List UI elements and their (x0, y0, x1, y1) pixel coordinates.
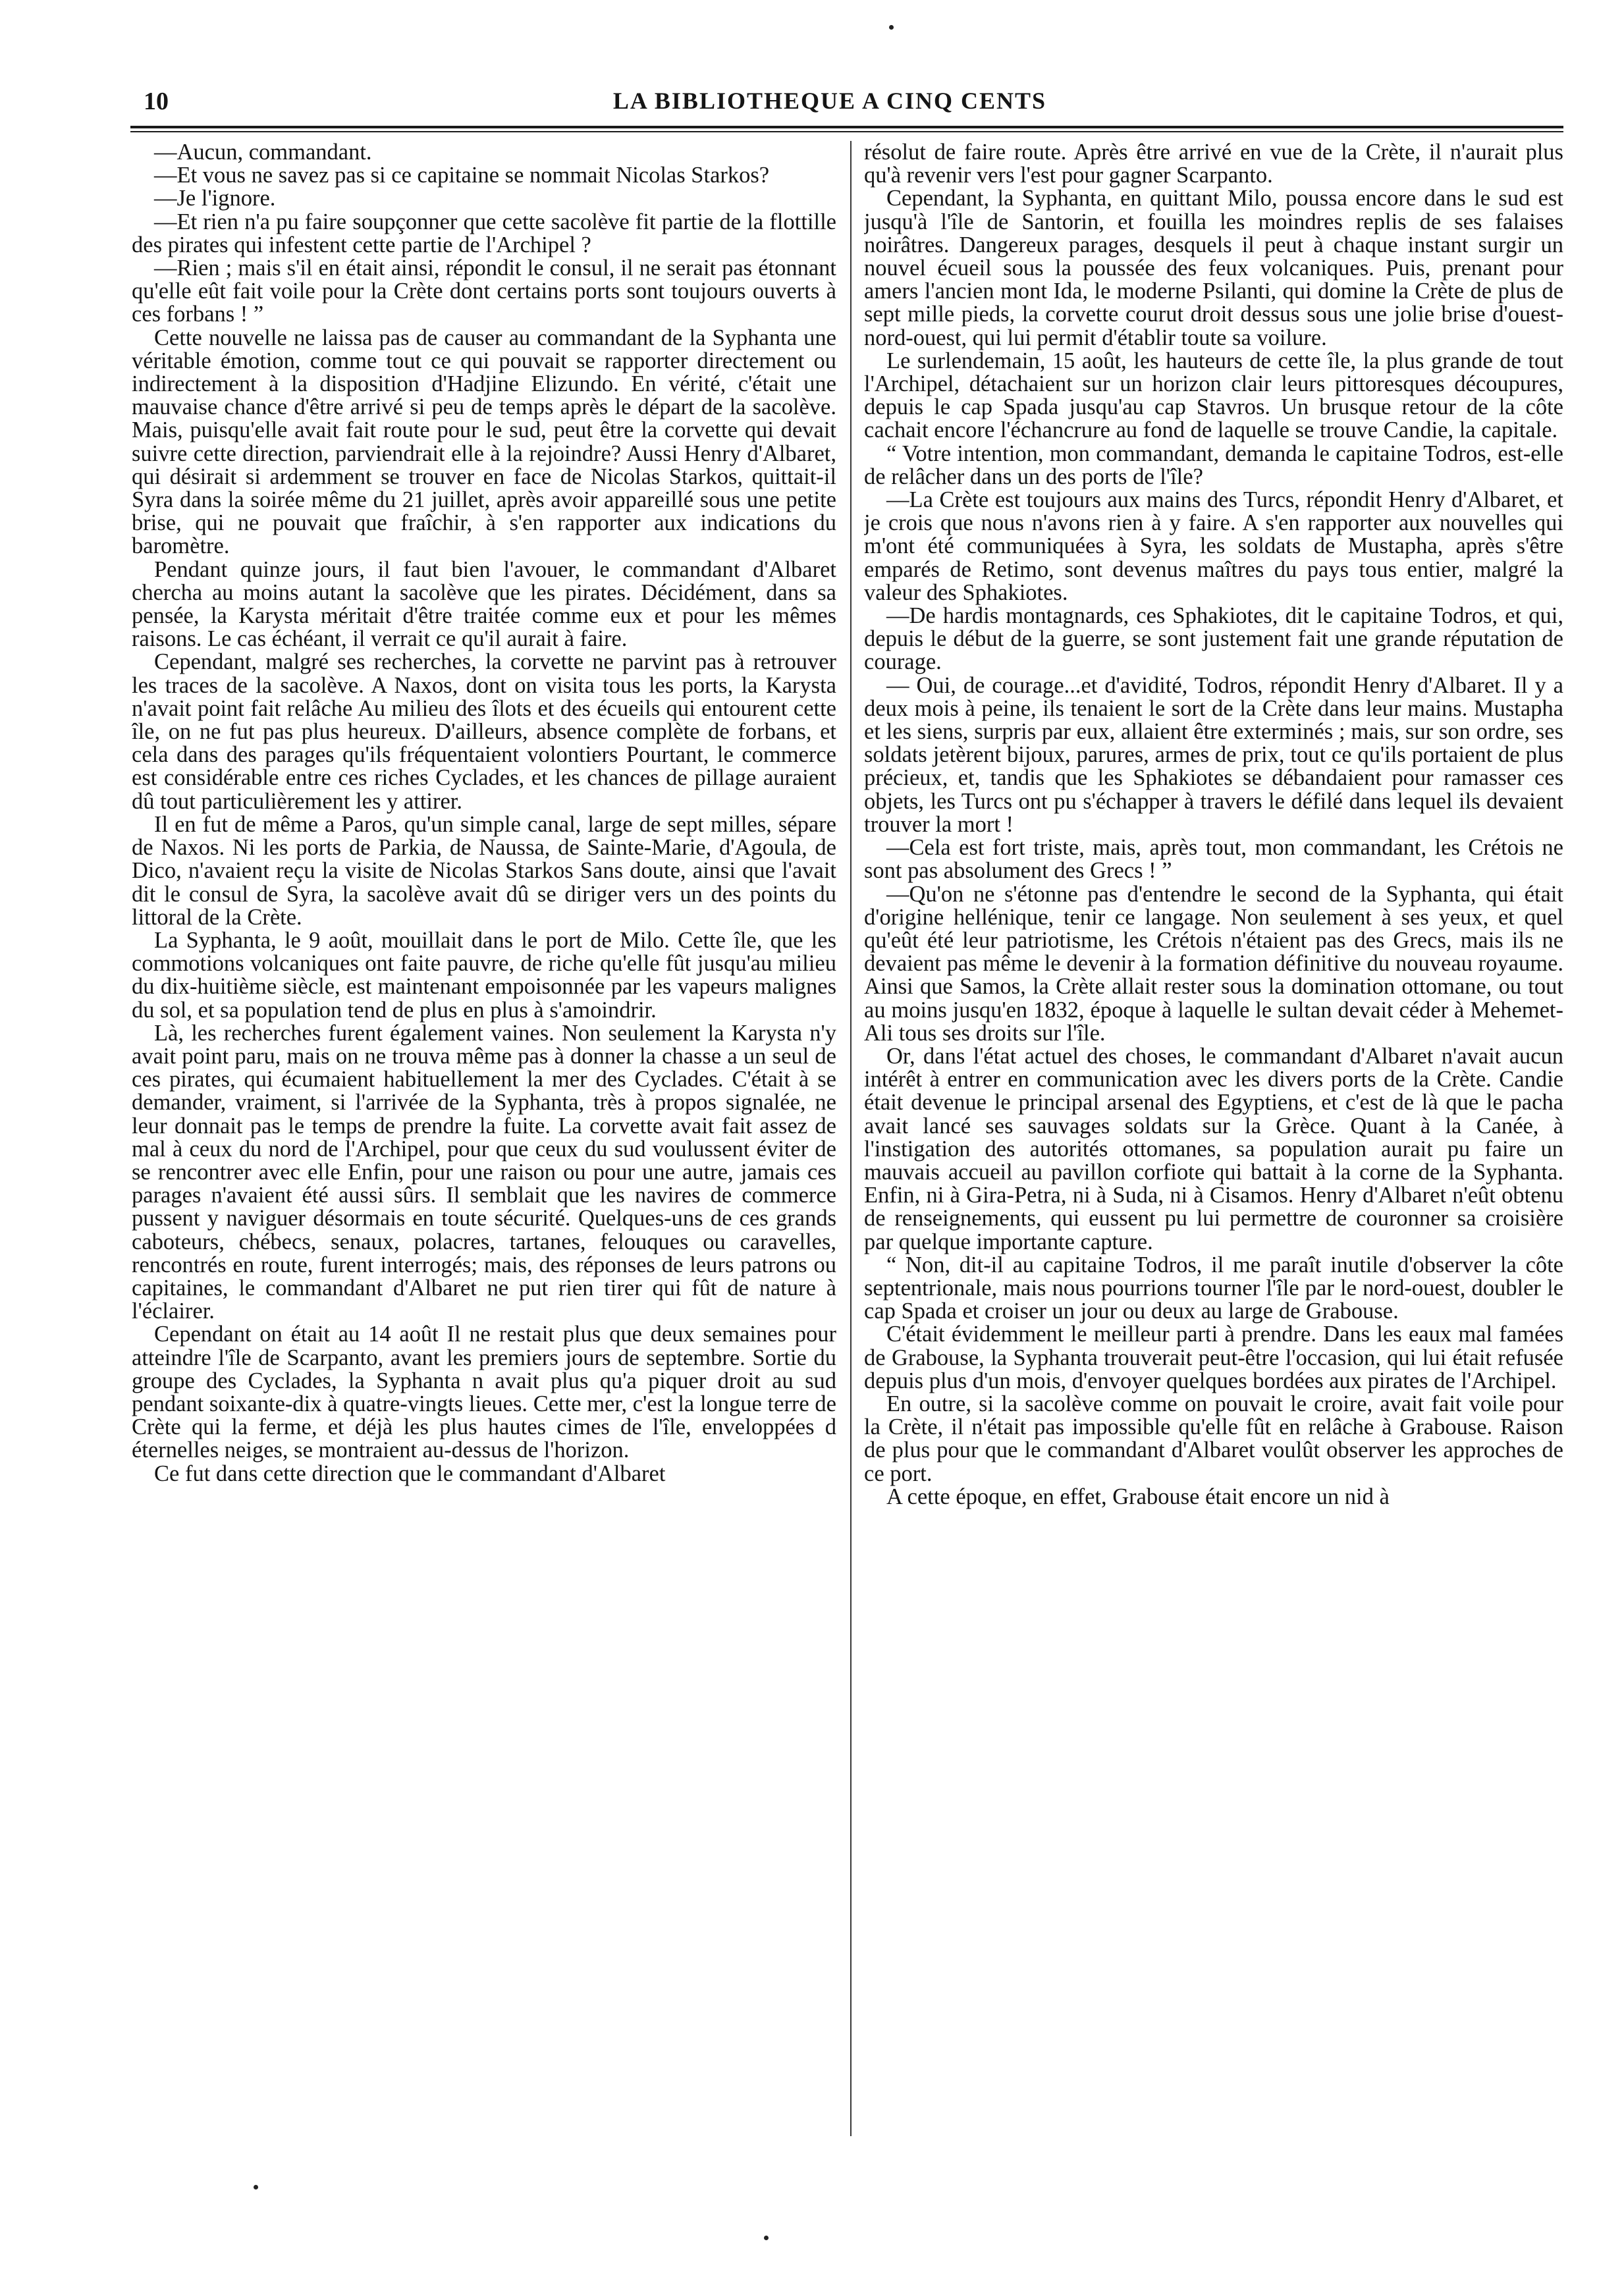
paragraph: Le surlendemain, 15 août, les hauteurs de cette île, la plus grande de tout l'Archipel, détachaient sur un horizon clair leurs pittoresques découpures, depuis le cap Spada jusqu'au cap Stavros. Un brusque retour de la côte cachait encore l'échancrure au fond de laquelle se trouve Candie, la capitale. (864, 348, 1563, 443)
paragraph: “ Non, dit-il au capitaine Todros, il me paraît inutile d'observer la côte septentrionale, mais nous pourrions tourner l'île par le nord-ouest, doubler le cap Spada et croiser un jour ou deux au large de Grabouse. (864, 1252, 1563, 1324)
header-rule (130, 126, 1563, 128)
print-speck (764, 2236, 769, 2240)
paragraph: Or, dans l'état actuel des choses, le commandant d'Albaret n'avait aucun intérêt à entrer en communication avec les divers ports de la Crète. Candie était devenue le principal arsenal des Egyptiens, et c'est de là que le pacha avait lancé ses sauvages soldats sur la Grèce. Quant à la Canée, à l'instigation des autorités ottomanes, sa population aurait pu faire un mauvais accueil au pavillon corfiote qui battait à la corne de la Syphanta. Enfin, ni à Gira-Petra, ni à Suda, ni à Cisamos. Henry d'Albaret n'eût obtenu de renseignements, qui eussent pu lui permettre de couronner sa croisière par quelque importante capture. (864, 1043, 1563, 1254)
paragraph: —Et rien n'a pu faire soupçonner que cette sacolève fit partie de la flottille des pirates qui infestent cette partie de l'Archipel ? (132, 209, 836, 257)
paragraph: Pendant quinze jours, il faut bien l'avouer, le commandant d'Albaret chercha au moins autant la sacolève que les pirates. Décidément, dans sa pensée, la Karysta méritait d'être traitée comme eux et pour les mêmes raisons. Le cas échéant, il verrait ce qu'il aurait à faire. (132, 556, 836, 652)
paragraph: C'était évidemment le meilleur parti à prendre. Dans les eaux mal famées de Grabouse, la Syphanta trouverait peut-être l'occasion, qui lui était refusée depuis plus d'un mois, d'envoyer quelques bordées aux pirates de l'Archipel. (864, 1322, 1563, 1393)
paragraph: Là, les recherches furent également vaines. Non seulement la Karysta n'y avait point paru, mais on ne trouva même pas à donner la chasse a un seul de ces pirates, qui écumaient habituellement la mer des Cyclades. C'était à se demander, vraiment, si l'arrivée de la Syphanta, très à propos signalée, ne leur donnait pas le temps de prendre la fuite. La corvette avait fait assez de mal à ceux du nord de l'Archipel, pour que ceux du sud voulussent éviter de se rencontrer avec elle Enfin, pour une raison ou pour une autre, jamais ces parages n'avaient été aussi sûrs. Il semblait que les navires de commerce pussent y naviguer désormais en toute sécurité. Quelques-uns de ces grands caboteurs, chébecs, senaux, polacres, tartanes, felouques ou caravelles, rencontrés en route, furent interrogés; mais, des réponses de leurs patrons ou capitaines, le commandant d'Albaret ne put rien tirer qui fût de nature à l'éclairer. (132, 1020, 836, 1324)
paragraph: En outre, si la sacolève comme on pouvait le croire, avait fait voile pour la Crète, il n'était pas impossible qu'elle fût en relâche à Grabouse. Raison de plus pour que le commandant d'Albaret voulût observer les approches de ce port. (864, 1391, 1563, 1486)
page-header (138, 84, 1521, 119)
right-column (864, 141, 1563, 2143)
paragraph: Cependant, malgré ses recherches, la corvette ne parvint pas à retrouver les traces de la sacolève. A Naxos, dont on visita tous les ports, la Karysta n'avait point fait relâche Au milieu des îlots et des écueils qui entourent cette île, on ne fut pas plus heureux. D'ailleurs, absence complète de forbans, et cela dans des parages qu'ils fréquentaient volontiers Pourtant, le commerce est considérable entre ces riches Cyclades, et les chances de pillage auraient dû tout particulièrement les y attirer. (132, 649, 836, 814)
column-divider (850, 141, 852, 2136)
paragraph: “ Votre intention, mon commandant, demanda le capitaine Todros, est-elle de relâcher dans un des ports de l'île? (864, 441, 1563, 489)
paragraph: —Rien ; mais s'il en était ainsi, répondit le consul, il ne serait pas étonnant qu'elle eût fait voile pour la Crète dont certains ports sont toujours ouverts à ces forbans ! ” (132, 255, 836, 327)
paragraph: Il en fut de même a Paros, qu'un simple canal, large de sept milles, sépare de Naxos. Ni les ports de Parkia, de Naussa, de Sainte-Marie, d'Agoula, de Dico, n'avaient reçu la visite de Nicolas Starkos Sans doute, ainsi que l'avait dit le consul de Syra, la sacolève avait dû se diriger vers un des points du littoral de la Crète. (132, 811, 836, 930)
left-column (132, 141, 836, 2143)
paragraph: résolut de faire route. Après être arrivé en vue de la Crète, il n'aurait plus qu'à revenir vers l'est pour gagner Scarpanto. (864, 141, 1563, 188)
page-number: 10 (144, 88, 169, 115)
running-title: LA BIBLIOTHEQUE A CINQ CENTS (612, 88, 1047, 114)
paragraph: A cette époque, en effet, Grabouse était encore un nid à (886, 1484, 1390, 1509)
paragraph: —Aucun, commandant. (154, 141, 372, 165)
paragraph: Ce fut dans cette direction que le commandant d'Albaret (154, 1461, 666, 1486)
paragraph: Cependant, la Syphanta, en quittant Milo, poussa encore dans le sud est jusqu'à l'île de Santorin, et fouilla les moindres replis de ses falaises noirâtres. Dangereux parages, desquels il peut à chaque instant surgir un nouvel écueil sous la poussée des feux volcaniques. Puis, prenant pour amers l'ancien mont Ida, le moderne Psilanti, qui domine la Crète de plus de sept mille pieds, la corvette courut droit dessus sous une jolie brise d'ouest-nord-ouest, qui lui permit d'établir toute sa voilure. (864, 186, 1563, 350)
paragraph: La Syphanta, le 9 août, mouillait dans le port de Milo. Cette île, que les commotions volcaniques ont faite pauvre, de riche qu'elle fût jusqu'au milieu du dix-huitième siècle, est maintenant empoisonnée par les vapeurs malignes du sol, et sa population tend de plus en plus à s'amoindrir. (132, 927, 836, 1023)
paragraph: —Cela est fort triste, mais, après tout, mon commandant, les Crétois ne sont pas absolument des Grecs ! ” (864, 835, 1563, 884)
paragraph: —Je l'ignore. (154, 186, 276, 211)
print-speck (254, 2185, 258, 2189)
paragraph: Cette nouvelle ne laissa pas de causer au commandant de la Syphanta une véritable émotion, comme tout ce qui pouvait se rapporter directement ou indirectement à la disposition d'Hadjine Elizundo. En vérité, c'était une mauvaise chance d'être arrivé si peu de temps après le départ de la sacolève. Mais, puisqu'elle avait fait route pour le sud, peut être la corvette qui devait suivre cette direction, parviendrait elle à la rejoindre? Aussi Henry d'Albaret, qui désirait si ardemment se trouver en face de Nicolas Starkos, quittait-il Syra dans la soirée même du 21 juillet, après avoir appareillé sous une petite brise, qui ne pouvait que fraîchir, à s'en rapporter aux indications du baromètre. (132, 325, 836, 559)
paragraph: —Qu'on ne s'étonne pas d'entendre le second de la Syphanta, qui était d'origine hellénique, tenir ce langage. Non seulement à ses yeux, et quel qu'eût été leur patriotisme, les Crétois n'étaient pas des Grecs, mais ils ne devaient pas même le devenir à la formation définitive du nouveau royaume. Ainsi que Samos, la Crète allait rester sous la domination ottomane, ou tout au moins jusqu'en 1832, époque à laquelle le sultan devait céder à Mehemet-Ali tous ses droits sur l'île. (864, 881, 1563, 1046)
paragraph: — Oui, de courage...et d'avidité, Todros, répondit Henry d'Albaret. Il y a deux mois à peine, ils tenaient le sort de la Crète dans leur mains. Mustapha et les siens, surpris par eux, allaient être exterminés ; mais, sur son ordre, ses soldats jetèrent bijoux, parures, armes de prix, tout ce qu'ils portaient de plus précieux, et, tandis que les Sphakiotes se débandaient pour ramasser ces objets, les Turcs ont pu s'échapper à travers le défilé dans lequel ils devaient trouver la mort ! (864, 672, 1563, 837)
paragraph: —La Crète est toujours aux mains des Turcs, répondit Henry d'Albaret, et je crois que nous n'avons rien à y faire. A s'en rapporter aux nouvelles qui m'ont été communiquées à Syra, les soldats de Mustapha, après s'être emparés de Retimo, sont devenus maîtres du pays tous entier, malgré la valeur des Sphakiotes. (864, 487, 1563, 605)
paragraph: —De hardis montagnards, ces Sphakiotes, dit le capitaine Todros, et qui, depuis le début de la guerre, se sont justement fait une grande réputation de courage. (864, 603, 1563, 675)
header-rule-thin (130, 131, 1563, 132)
paragraph: Cependant on était au 14 août Il ne restait plus que deux semaines pour atteindre l'île de Scarpanto, avant les premiers jours de septembre. Sortie du groupe des Cyclades, la Syphanta n avait plus qu'a piquer droit au sud pendant soixante-dix à quatre-vingts lieues. Cette mer, c'est la longue terre de Crète qui la ferme, et déjà les plus hautes cimes de l'île, enveloppées d éternelles neiges, se montraient au-dessus de l'horizon. (132, 1322, 836, 1463)
print-speck (889, 25, 894, 30)
paragraph: —Et vous ne savez pas si ce capitaine se nommait Nicolas Starkos? (154, 163, 770, 188)
